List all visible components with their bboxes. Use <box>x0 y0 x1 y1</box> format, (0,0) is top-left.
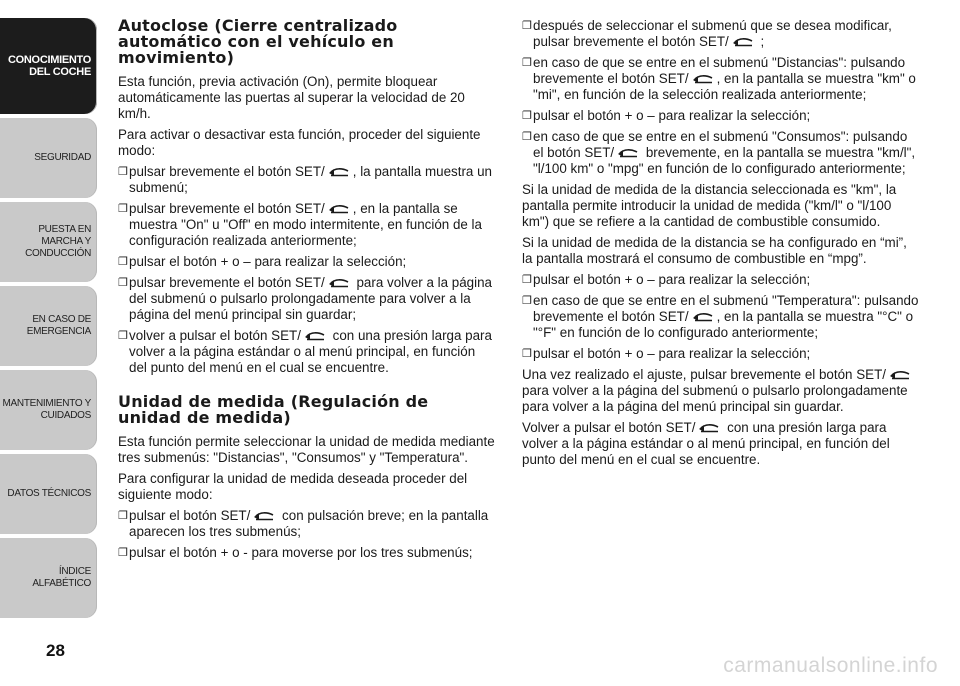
checkbox-square-icon: ❐ <box>522 110 532 122</box>
set-esc-arrow-icon <box>698 423 720 434</box>
right-column <box>522 18 920 473</box>
set-esc-arrow-icon <box>328 204 350 215</box>
checkbox-square-icon: ❐ <box>522 295 532 307</box>
tab-indice-alfabetico[interactable]: ÍNDICE ALFABÉTICO <box>0 538 97 618</box>
paragraph: Esta función, previa activación (On), permite bloquear automáticamente las puertas al superar la velocidad de 20 km/h. <box>118 74 465 121</box>
checkbox-square-icon: ❐ <box>118 277 128 289</box>
tab-datos-tecnicos[interactable]: DATOS TÉCNICOS <box>0 454 97 534</box>
tab-en-caso-de-emergencia[interactable]: EN CASO DE EMERGENCIA <box>0 286 97 366</box>
set-esc-arrow-icon <box>328 167 350 178</box>
list-item: ❐ volver a pulsar el botón SET/ con una presión larga para volver a la página estándar o al menú principal, en función del punto del menú en el cual se encuentre. <box>118 328 492 375</box>
tab-puesta-en-marcha[interactable]: PUESTA EN MARCHA Y CONDUCCIÓN <box>0 202 97 282</box>
list-item: ❐ en caso de que se entre en el submenú "Temperatura": pulsando brevemente el botón SET/ , en la pantalla se muestra "°C" o "°F" en función de lo configurado anteriormente; <box>522 293 919 340</box>
paragraph: Volver a pulsar el botón SET/ con una presión larga para volver a la página estándar o al menú principal, en función del punto del menú en el cual se encuentre. <box>522 420 890 467</box>
section-title-unidad-de-medida: Unidad de medida (Regulación de unidad de medida) <box>118 392 429 427</box>
set-esc-arrow-icon <box>253 511 275 522</box>
list-item: ❐ en caso de que se entre en el submenú "Consumos": pulsando el botón SET/ brevemente, en la pantalla se muestra "km/l", "l/100 km" o "mpg" en función de lo configurado anteriormente; <box>522 129 916 176</box>
checkbox-square-icon: ❐ <box>522 274 532 286</box>
section-title-autoclose: Autoclose (Cierre centralizado automático con el vehículo en movimiento) <box>118 16 398 67</box>
list-item: ❐ pulsar brevemente el botón SET/ , la pantalla muestra un submenú; <box>118 164 492 195</box>
set-esc-arrow-icon <box>304 331 326 342</box>
checkbox-square-icon: ❐ <box>522 57 532 69</box>
checkbox-square-icon: ❐ <box>522 131 532 143</box>
list-item: ❐ pulsar el botón + o – para realizar la selección; <box>522 272 811 287</box>
list-item: ❐ pulsar brevemente el botón SET/ , en la pantalla se muestra "On" u "Off" en modo intermitente, en función de la configuración realizada anteriormente; <box>118 201 482 248</box>
set-esc-arrow-icon <box>328 278 350 289</box>
checkbox-square-icon: ❐ <box>522 348 532 360</box>
list-item: ❐ pulsar el botón SET/ con pulsación breve; en la pantalla aparecen los tres submenús; <box>118 508 489 539</box>
checkbox-square-icon: ❐ <box>118 256 128 268</box>
list-item: ❐ pulsar el botón + o – para realizar la selección; <box>522 108 811 123</box>
paragraph: Para configurar la unidad de medida deseada proceder del siguiente modo: <box>118 471 468 502</box>
paragraph: Esta función permite seleccionar la unidad de medida mediante tres submenús: "Distancias", "Consumos" y "Temperatura". <box>118 434 495 465</box>
list-item: ❐ en caso de que se entre en el submenú "Distancias": pulsando brevemente el botón SET/ , en la pantalla se muestra "km" o "mi", en función de la selección realizada anteriormente; <box>522 55 916 102</box>
paragraph: Si la unidad de medida de la distancia se ha configurado en “mi”, la pantalla mostrará el consumo de combustible en “mpg”. <box>522 235 907 266</box>
tab-conocimiento-del-coche[interactable]: CONOCIMIENTO DEL COCHE <box>0 18 97 114</box>
left-column <box>118 18 496 566</box>
checkbox-square-icon: ❐ <box>118 203 128 215</box>
set-esc-arrow-icon <box>692 312 714 323</box>
set-esc-arrow-icon <box>617 148 639 159</box>
paragraph: Una vez realizado el ajuste, pulsar brevemente el botón SET/ para volver a la página del submenú o pulsarlo prolongadamente para volver a la página del menú principal sin guardar. <box>522 367 920 415</box>
chapter-sidebar <box>0 0 100 640</box>
checkbox-square-icon: ❐ <box>118 547 128 559</box>
checkbox-square-icon: ❐ <box>118 166 128 178</box>
list-item: ❐ pulsar brevemente el botón SET/ para volver a la página del submenú o pulsarlo prolongadamente para volver a la página del menú principal sin guardar; <box>118 275 492 322</box>
list-item: ❐ pulsar el botón + o – para realizar la selección; <box>118 254 407 269</box>
tab-mantenimiento[interactable]: MANTENIMIENTO Y CUIDADOS <box>0 370 97 450</box>
tab-seguridad[interactable]: SEGURIDAD <box>0 118 97 198</box>
page-number: 28 <box>46 641 65 660</box>
checkbox-square-icon: ❐ <box>522 20 532 32</box>
watermark: carmanualsonline.info <box>723 654 938 677</box>
paragraph: Si la unidad de medida de la distancia seleccionada es "km", la pantalla permite introducir la unidad de medida ("km/l" o "l/100 km") que se refiere a la cantidad de combustible consumido. <box>522 182 897 229</box>
list-item: ❐ pulsar el botón + o - para moverse por los tres submenús; <box>118 545 473 560</box>
list-item: ❐ después de seleccionar el submenú que se desea modificar, pulsar brevemente el botón SET/ ; <box>522 18 892 49</box>
list-item: ❐ pulsar el botón + o – para realizar la selección; <box>522 346 811 361</box>
checkbox-square-icon: ❐ <box>118 510 128 522</box>
set-esc-arrow-icon <box>732 37 754 48</box>
checkbox-square-icon: ❐ <box>118 330 128 342</box>
set-esc-arrow-icon <box>889 370 911 381</box>
set-esc-arrow-icon <box>692 74 714 85</box>
paragraph: Para activar o desactivar esta función, proceder del siguiente modo: <box>118 127 481 158</box>
